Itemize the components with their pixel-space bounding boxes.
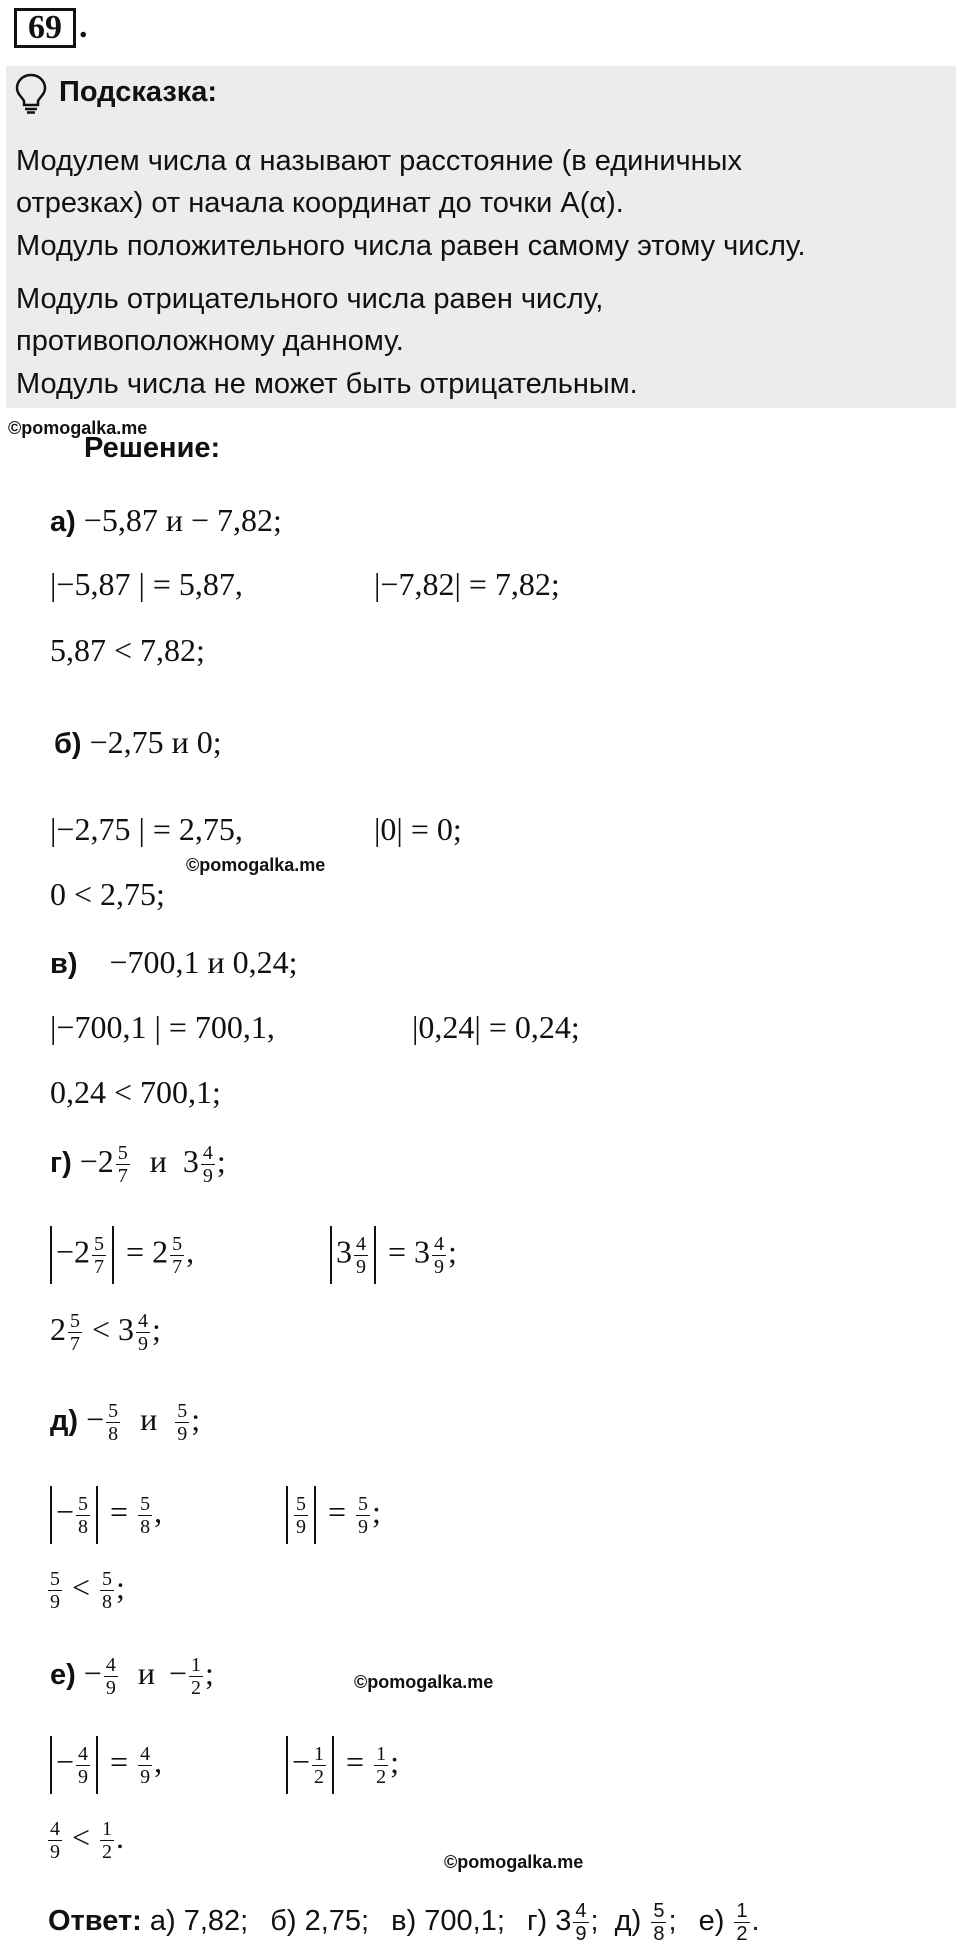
- math-text: 3: [182, 1142, 199, 1179]
- watermark: ©pomogalka.me: [354, 1672, 494, 1692]
- answer-line: Ответ: а) 7,82; б) 2,75; в) 700,1; г) 3 $\frac{4}{9}$ ; д) $\frac{5}{8}$ ; е) $\frac{1}{2}$ .: [48, 1900, 760, 1945]
- part-d-compare: $\frac{5}{9}$ < $\frac{5}{8}$ ;: [50, 1568, 125, 1613]
- problem-number: 69: [14, 8, 76, 48]
- part-label: д): [50, 1404, 79, 1437]
- part-d-task: д) − $\frac{5}{8}$ и $\frac{5}{9}$ ;: [50, 1400, 201, 1445]
- answer-label: Ответ:: [48, 1905, 142, 1938]
- part-label: г): [50, 1146, 72, 1179]
- hint-line: Модулем числа α называют расстояние (в единичных: [16, 145, 743, 177]
- math-text: −700,1 и 0,24;: [109, 944, 298, 980]
- math-text: ;: [216, 1142, 226, 1179]
- watermark: ©pomogalka.me: [186, 855, 326, 875]
- problem-number-dot: .: [79, 8, 88, 45]
- abs-bar: [50, 1226, 52, 1284]
- part-v-compare: 0,24 < 700,1;: [50, 1074, 221, 1110]
- part-e-mod1: − $\frac{4}{9}$ = $\frac{4}{9}$ ,: [46, 1736, 162, 1794]
- abs-bar: [330, 1226, 332, 1284]
- part-g-task: [50, 1142, 226, 1187]
- part-v-task: [50, 944, 298, 981]
- fraction: $\frac{4}{9}$: [202, 1142, 213, 1187]
- part-d-mod2: $\frac{5}{9}$ = $\frac{5}{9}$ ;: [282, 1486, 381, 1544]
- part-b-task: [54, 724, 222, 761]
- abs-bar: [374, 1226, 376, 1284]
- part-v-mod1: |−700,1 | = 700,1,: [50, 1009, 275, 1045]
- part-g-compare: 2 $\frac{5}{7}$ < 3 $\frac{4}{9}$ ;: [50, 1310, 161, 1355]
- abs-bar: [112, 1226, 114, 1284]
- part-label: в): [50, 948, 78, 980]
- part-a-task: [50, 502, 282, 539]
- part-g-mod2: 3 $\frac{4}{9}$ = 3 $\frac{4}{9}$ ;: [326, 1226, 457, 1284]
- part-a-compare: 5,87 < 7,82;: [50, 632, 205, 668]
- math-text: −2,75 и 0;: [89, 724, 222, 760]
- hint-line: отрезках) от начала координат до точки A(α).: [16, 187, 624, 219]
- part-e-task: е) − $\frac{4}{9}$ и − $\frac{1}{2}$ ;: [50, 1654, 214, 1699]
- math-text: −2: [79, 1142, 114, 1179]
- fraction: $\frac{5}{7}$: [117, 1142, 128, 1187]
- part-label: а): [50, 506, 76, 538]
- part-e-compare: $\frac{4}{9}$ < $\frac{1}{2}$ .: [50, 1818, 125, 1863]
- part-label: е): [50, 1658, 76, 1691]
- part-b-compare: 0 < 2,75;: [50, 876, 165, 912]
- part-d-mod1: − $\frac{5}{8}$ = $\frac{5}{8}$ ,: [46, 1486, 162, 1544]
- solution-title: Решение:: [84, 432, 221, 464]
- part-a-mod1: |−5,87 | = 5,87,: [50, 566, 243, 602]
- math-text: и: [149, 1142, 167, 1179]
- part-b-mod2: |0| = 0;: [374, 811, 462, 847]
- hint-title: Подсказка:: [59, 76, 218, 108]
- watermark: ©pomogalka.me: [444, 1852, 584, 1872]
- hint-line: Модуль положительного числа равен самому этому числу.: [16, 230, 806, 262]
- part-a-mod2: |−7,82| = 7,82;: [374, 566, 560, 602]
- lightbulb-icon: [14, 72, 48, 114]
- part-e-mod2: − $\frac{1}{2}$ = $\frac{1}{2}$ ;: [282, 1736, 399, 1794]
- math-text: −5,87 и − 7,82;: [83, 502, 282, 538]
- part-label: б): [54, 728, 82, 760]
- part-b-mod1: |−2,75 | = 2,75,: [50, 811, 243, 847]
- hint-line: противоположному данному.: [16, 325, 404, 357]
- part-v-mod2: |0,24| = 0,24;: [412, 1009, 580, 1045]
- hint-line: Модуль числа не может быть отрицательным.: [16, 368, 638, 400]
- part-g-mod1: −2 $\frac{5}{7}$ = 2 $\frac{5}{7}$ ,: [46, 1226, 194, 1284]
- watermark: ©pomogalka.me: [8, 418, 148, 438]
- hint-line: Модуль отрицательного числа равен числу,: [16, 283, 604, 315]
